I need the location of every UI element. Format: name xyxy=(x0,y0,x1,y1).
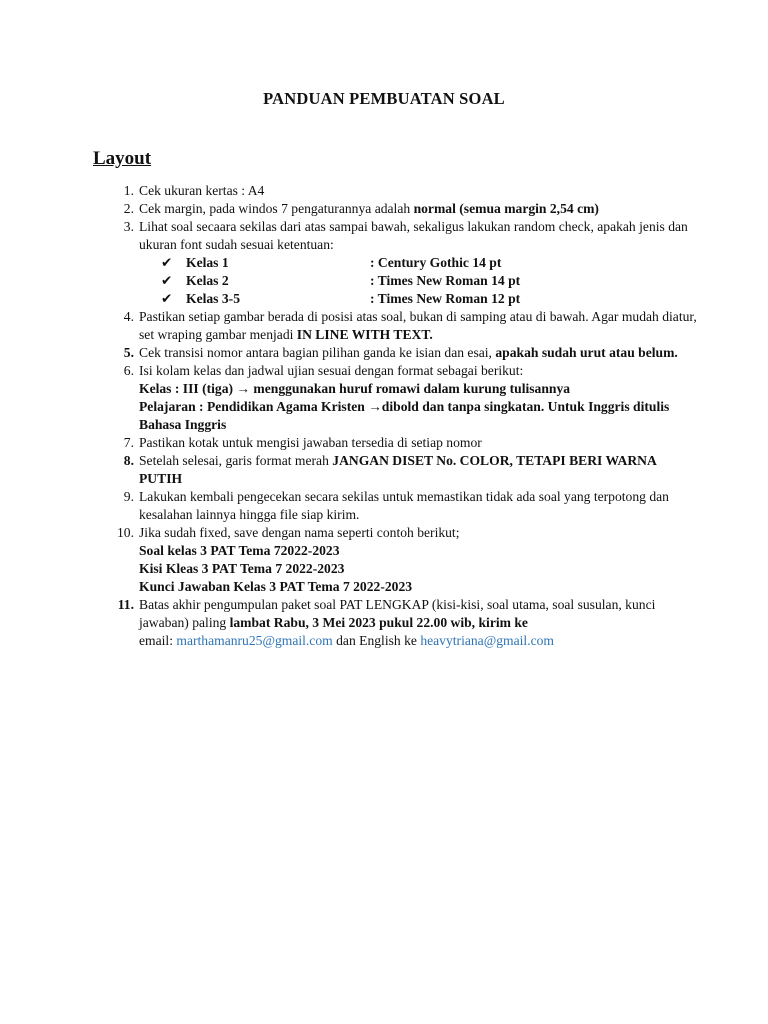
item-number: 4. xyxy=(123,309,134,324)
item-number: 1. xyxy=(123,183,134,198)
item-number: 7. xyxy=(123,435,134,450)
check-class: Kelas 1 xyxy=(186,255,229,270)
checkmark-icon: ✔ xyxy=(161,291,173,306)
list-item-4 xyxy=(0,308,699,344)
item-number: 8. xyxy=(123,453,134,468)
item-number: 2. xyxy=(123,201,134,216)
item-text: Lakukan kembali pengecekan secara sekilas untuk memastikan tidak ada soal yang terpotong dan kesalahan lainnya hingga file siap kirim. xyxy=(139,489,669,522)
guideline-list xyxy=(0,182,768,650)
item-bold-text: lambat Rabu, 3 Mei 2023 pukul 22.00 wib, kirim ke xyxy=(229,615,528,630)
item-text: Lihat soal secaara sekilas dari atas sampai bawah, sekaligus lakukan random check, apakah jenis dan ukuran font sudah sesuai ketentuan: xyxy=(139,219,688,252)
email-line xyxy=(139,632,699,650)
check-class: Kelas 3-5 xyxy=(186,291,240,306)
item-bold-text: normal (semua margin 2,54 cm) xyxy=(413,201,599,216)
list-item-3 xyxy=(0,218,699,254)
item-text: Batas akhir pengumpulan paket soal PAT LENGKAP (kisi-kisi, soal utama, soal susulan, kunci jawaban) paling xyxy=(139,597,656,630)
filename-example: Kunci Jawaban Kelas 3 PAT Tema 7 2022-2023 xyxy=(139,579,413,594)
item-text: Pastikan kotak untuk mengisi jawaban tersedia di setiap nomor xyxy=(139,435,482,450)
item-bold-text: apakah sudah urut atau belum. xyxy=(495,345,678,360)
email-connector-text: dan English ke xyxy=(332,633,421,648)
item-text: Cek ukuran kertas : A4 xyxy=(139,183,265,198)
list-item-1 xyxy=(0,182,699,200)
checkmark-icon: ✔ xyxy=(161,273,173,288)
subject-format-example: Pelajaran : Pendidikan Agama Kristen →dibold dan tanpa singkatan. Untuk Inggris ditulis Bahasa Inggris xyxy=(139,399,670,432)
font-check-row xyxy=(0,272,768,290)
check-class: Kelas 2 xyxy=(186,273,229,288)
item-text: Cek margin, pada windos 7 pengaturannya adalah xyxy=(139,201,414,216)
list-item-11 xyxy=(0,596,699,650)
checkmark-icon: ✔ xyxy=(161,255,173,270)
list-item-6 xyxy=(0,362,699,434)
item-text: Setelah selesai, garis format merah xyxy=(139,453,333,468)
check-font: : Century Gothic 14 pt xyxy=(370,255,502,270)
list-item-8 xyxy=(0,452,699,488)
item-number: 10. xyxy=(117,525,134,540)
list-item-7 xyxy=(0,434,699,452)
list-item-9 xyxy=(0,488,699,524)
item-text: Cek transisi nomor antara bagian pilihan ganda ke isian dan esai, xyxy=(139,345,496,360)
check-font: : Times New Roman 14 pt xyxy=(370,273,521,288)
item-number: 3. xyxy=(123,219,134,234)
email-label: email: xyxy=(139,633,177,648)
list-item-5 xyxy=(0,344,699,362)
font-check-list xyxy=(0,254,768,308)
item-text: Jika sudah fixed, save dengan nama seperti contoh berikut; xyxy=(139,525,460,540)
item-text: Pastikan setiap gambar berada di posisi atas soal, bukan di samping atau di bawah. Agar mudah diatur, set wraping gambar menjadi xyxy=(139,309,697,342)
item-number: 5. xyxy=(123,345,134,360)
list-item-10 xyxy=(0,524,699,596)
item-number: 11. xyxy=(117,597,134,612)
email-link-main[interactable]: marthamanru25@gmail.com xyxy=(176,633,333,648)
list-item-2 xyxy=(0,200,699,218)
font-check-row xyxy=(0,254,768,272)
check-font: : Times New Roman 12 pt xyxy=(370,291,521,306)
item-bold-text: IN LINE WITH TEXT. xyxy=(296,327,433,342)
item-text: Isi kolam kelas dan jadwal ujian sesuai dengan format sebagai berikut: xyxy=(139,363,524,378)
class-format-example: Kelas : III (tiga) → menggunakan huruf romawi dalam kurung tulisannya xyxy=(139,381,571,396)
item-bold-text: JANGAN DISET No. COLOR, TETAPI BERI WARNA PUTIH xyxy=(139,453,657,486)
filename-example: Soal kelas 3 PAT Tema 72022-2023 xyxy=(139,543,340,558)
font-check-row xyxy=(0,290,768,308)
page-title: PANDUAN PEMBUATAN SOAL xyxy=(263,89,505,108)
filename-example: Kisi Kleas 3 PAT Tema 7 2022-2023 xyxy=(139,561,345,576)
item-number: 6. xyxy=(123,363,134,378)
email-link-english[interactable]: heavytriana@gmail.com xyxy=(420,633,554,648)
item-number: 9. xyxy=(123,489,134,504)
section-heading-layout: Layout xyxy=(93,148,152,169)
